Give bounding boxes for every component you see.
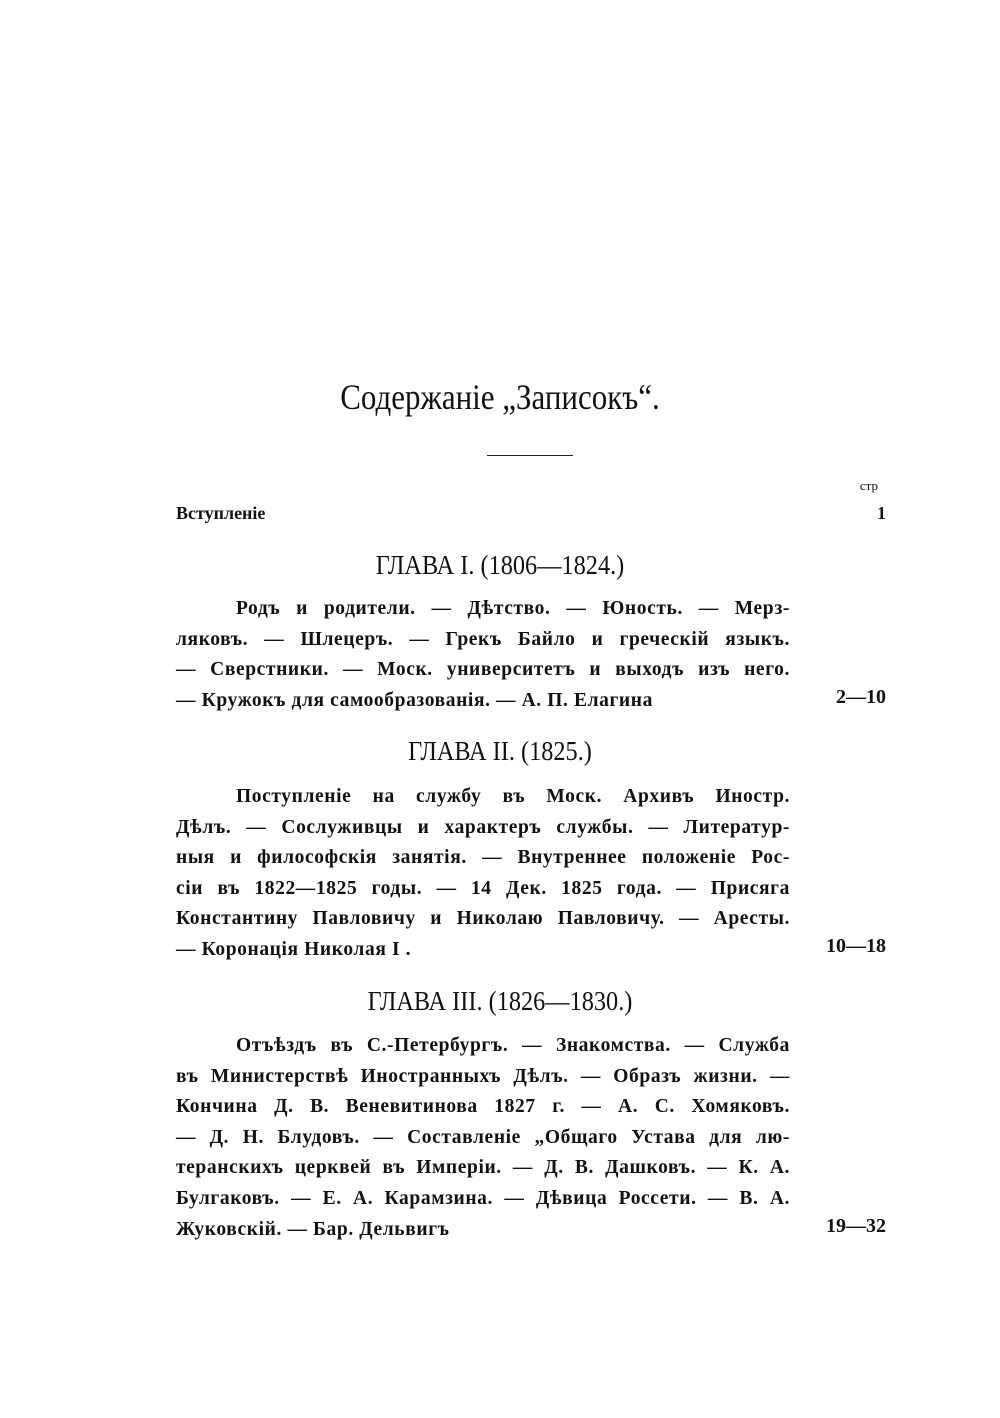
page-column-label: стр <box>859 478 878 493</box>
chapter-3-line-1: Отъѣздъ въ С.-Петербургъ. — Знакомства. — Служба <box>236 1035 790 1056</box>
title-divider <box>487 455 573 456</box>
chapter-2-line-3: ныя и философскія занятія. — Внутреннее положеніе Рос- <box>176 847 790 869</box>
chapter-2-line-1: Поступленіе на службу въ Моск. Архивъ Иностр. <box>236 786 790 807</box>
chapter-2-line-4: сіи въ 1822—1825 годы. — 14 Дек. 1825 года. — Присяга <box>176 877 790 899</box>
chapter-2-line-6: — Коронація Николая I . <box>176 938 412 960</box>
chapter-1-line-2: ляковъ. — Шлецеръ. — Грекъ Байло и греческій языкъ. <box>176 628 790 650</box>
chapter-2-line-2: Дѣлъ. — Сослуживцы и характеръ службы. — Литератур- <box>176 816 790 838</box>
intro-row <box>176 503 886 524</box>
chapter-3-pages: 19—32 <box>826 1215 886 1237</box>
chapter-1-line-3: — Сверстники. — Моск. университетъ и выходъ изъ него. <box>176 659 790 681</box>
chapter-1-line-1: Родъ и родители. — Дѣтство. — Юность. — Мерз- <box>236 598 790 619</box>
chapter-1-body <box>176 594 790 716</box>
chapter-1-pages: 2—10 <box>836 686 886 708</box>
chapter-3-line-4: — Д. Н. Блудовъ. — Составленіе „Общаго Устава для лю- <box>176 1126 790 1148</box>
chapter-2-pages: 10—18 <box>826 935 886 957</box>
chapter-3-line-2: въ Министерствѣ Иностранныхъ Дѣлъ. — Образъ жизни. — <box>176 1065 790 1087</box>
page-title: Содержаніе „Записокъ“. <box>340 377 660 417</box>
intro-label: Вступленіе <box>176 503 266 523</box>
chapter-3-line-3: Кончина Д. В. Веневитинова 1827 г. — А. С. Хомяковъ. <box>176 1096 790 1118</box>
chapter-1-heading: ГЛАВА I. (1806—1824.) <box>375 550 625 580</box>
chapter-1-line-4: — Кружокъ для самообразованія. — А. П. Елагина <box>176 689 653 711</box>
chapter-3-line-6: Булгаковъ. — Е. А. Карамзина. — Дѣвица Россети. — В. А. <box>176 1187 790 1209</box>
chapter-3-body <box>176 1031 790 1245</box>
chapter-2-body <box>176 782 790 966</box>
chapter-3-heading: ГЛАВА III. (1826—1830.) <box>367 986 633 1016</box>
chapter-3-line-5: теранскихъ церквей въ Имперіи. — Д. В. Дашковъ. — К. А. <box>176 1157 790 1179</box>
chapter-3-line-7: Жуковскій. — Бар. Дельвигъ <box>176 1218 450 1240</box>
chapter-2-heading: ГЛАВА II. (1825.) <box>408 736 592 766</box>
chapter-2-line-5: Константину Павловичу и Николаю Павловичу. — Аресты. <box>176 908 790 930</box>
intro-page: 1 <box>877 503 886 523</box>
